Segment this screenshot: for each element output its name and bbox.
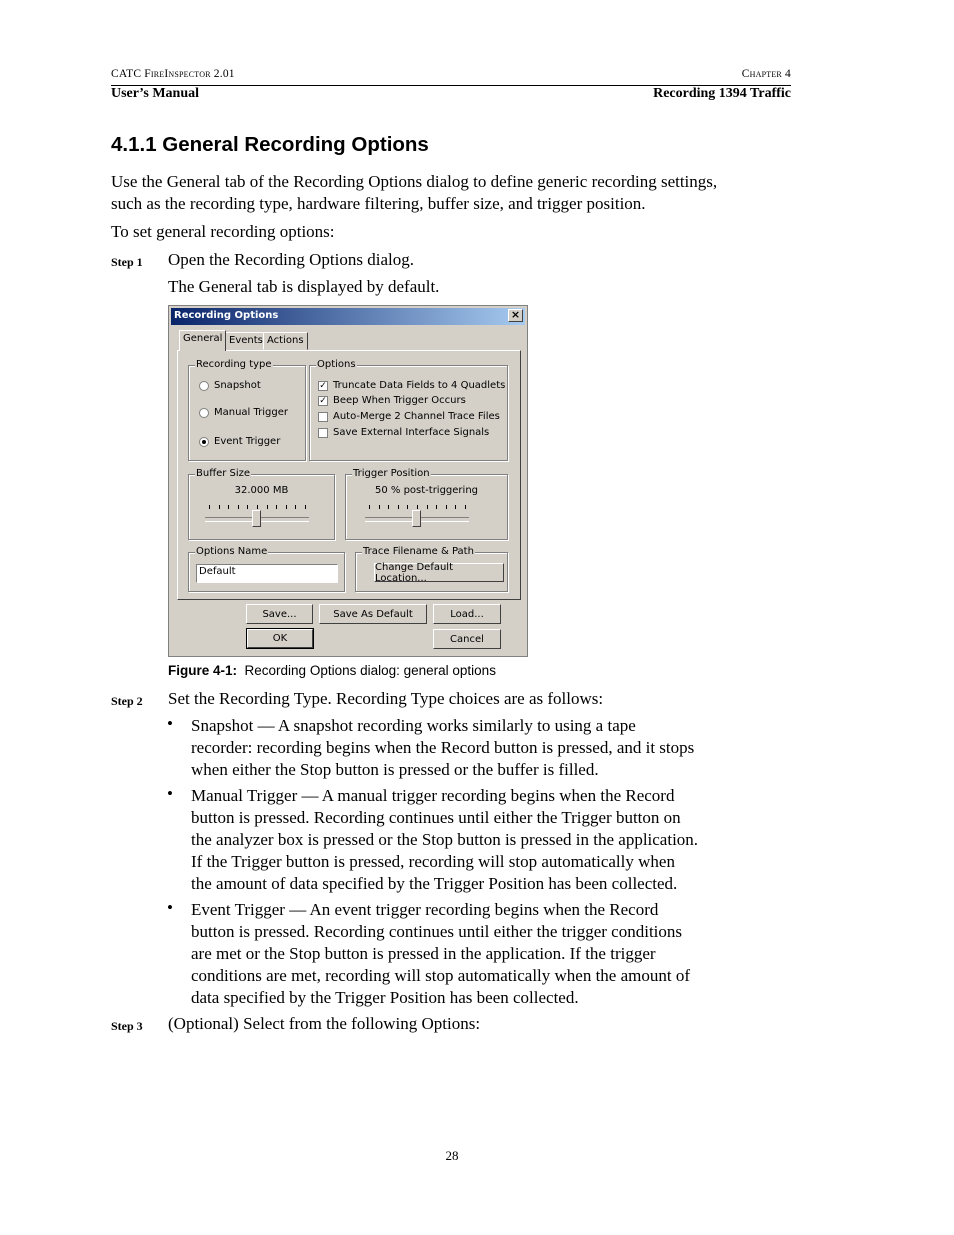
cancel-button[interactable]: Cancel bbox=[433, 629, 501, 649]
check-beep[interactable] bbox=[318, 395, 466, 406]
options-name-group bbox=[188, 546, 345, 592]
check-label: Save External Interface Signals bbox=[333, 427, 490, 438]
check-save-external[interactable] bbox=[318, 427, 489, 438]
trigger-position-group bbox=[345, 468, 508, 540]
checkbox-icon[interactable] bbox=[318, 412, 328, 422]
bullet-icon: • bbox=[167, 784, 173, 803]
trigger-slider-thumb[interactable] bbox=[412, 510, 421, 527]
header-chapter: Chapter 4 bbox=[741, 68, 791, 80]
trigger-position-label: Trigger Position bbox=[353, 468, 430, 479]
recording-type-label: Recording type bbox=[196, 359, 272, 370]
checkbox-checked-icon[interactable]: ✓ bbox=[319, 395, 327, 406]
check-label: Truncate Data Fields to 4 Quadlets bbox=[333, 380, 506, 391]
bullet-line: the amount of data specified by the Trigger Position has been collected. bbox=[191, 874, 678, 893]
dialog-title: Recording Options bbox=[174, 310, 279, 321]
bullet-line: data specified by the Trigger Position has been collected. bbox=[191, 988, 579, 1007]
bullet-line: the analyzer box is pressed or the Stop button is pressed in the application. bbox=[191, 830, 699, 849]
figure-caption-text: Recording Options dialog: general options bbox=[244, 663, 496, 678]
recording-type-group bbox=[188, 359, 306, 461]
step3-text: (Optional) Select from the following Options: bbox=[168, 1014, 481, 1033]
radio-snapshot[interactable] bbox=[199, 380, 261, 391]
bullet-line: conditions are met, recording will stop automatically when the amount of bbox=[191, 966, 691, 985]
step1-text: Open the Recording Options dialog. bbox=[168, 250, 414, 269]
radio-selected-icon[interactable] bbox=[199, 437, 209, 447]
bullet-manual-trigger bbox=[191, 785, 751, 895]
options-name-input[interactable]: Default bbox=[196, 564, 338, 583]
bullet-snapshot bbox=[191, 715, 751, 781]
step2-text: Set the Recording Type. Recording Type choices are as follows: bbox=[168, 689, 604, 708]
trigger-ticks bbox=[369, 505, 465, 509]
check-label: Auto-Merge 2 Channel Trace Files bbox=[333, 411, 500, 422]
step2-label: Step 2 bbox=[111, 694, 143, 708]
options-label: Options bbox=[317, 359, 356, 370]
figure-caption bbox=[168, 663, 496, 678]
bullet-line: button is pressed. Recording continues until either the trigger conditions bbox=[191, 922, 683, 941]
bullet-line: button is pressed. Recording continues until either the Trigger button on bbox=[191, 808, 681, 827]
step1-label: Step 1 bbox=[111, 255, 143, 269]
buffer-size-label: Buffer Size bbox=[196, 468, 251, 479]
step1-sub: The General tab is displayed by default. bbox=[168, 277, 440, 296]
save-button[interactable]: Save... bbox=[246, 604, 313, 624]
checkbox-checked-icon[interactable]: ✓ bbox=[319, 380, 327, 391]
recording-options-dialog bbox=[168, 305, 528, 657]
bullet-line: when either the Stop button is pressed or the buffer is filled. bbox=[191, 760, 599, 779]
close-icon[interactable]: × bbox=[508, 309, 523, 322]
ok-button[interactable]: OK bbox=[247, 629, 313, 648]
radio-event-trigger[interactable] bbox=[199, 436, 280, 447]
radio-label: Event Trigger bbox=[214, 436, 281, 447]
tab-events[interactable]: Events bbox=[225, 332, 267, 350]
trace-filename-label: Trace Filename & Path bbox=[363, 546, 474, 557]
trigger-position-value: 50 % post-triggering bbox=[374, 485, 479, 496]
bullet-line: If the Trigger button is pressed, recording will stop automatically when bbox=[191, 852, 675, 871]
dialog-titlebar bbox=[171, 308, 525, 325]
header-manual: User’s Manual bbox=[111, 86, 200, 101]
step3-label: Step 3 bbox=[111, 1019, 143, 1033]
general-tab-panel bbox=[177, 350, 521, 600]
bullet-icon: • bbox=[167, 714, 173, 733]
radio-icon[interactable] bbox=[199, 408, 209, 418]
buffer-slider-thumb[interactable] bbox=[252, 510, 261, 527]
check-auto-merge[interactable] bbox=[318, 411, 500, 422]
check-truncate[interactable] bbox=[318, 380, 505, 391]
tab-actions[interactable]: Actions bbox=[263, 332, 308, 350]
intro-line-2: such as the recording type, hardware filtering, buffer size, and trigger position. bbox=[111, 194, 646, 213]
radio-icon[interactable] bbox=[199, 381, 209, 391]
section-heading: 4.1.1 General Recording Options bbox=[111, 133, 429, 156]
radio-label: Manual Trigger bbox=[214, 407, 289, 418]
checkbox-icon[interactable] bbox=[318, 428, 328, 438]
buffer-ticks bbox=[209, 505, 305, 509]
save-as-default-button[interactable]: Save As Default bbox=[319, 604, 427, 624]
bullet-line: Event Trigger — An event trigger recording begins when the Record bbox=[191, 900, 659, 919]
bullet-line: Manual Trigger — A manual trigger recording begins when the Record bbox=[191, 786, 675, 805]
header-section-title: Recording 1394 Traffic bbox=[653, 86, 791, 101]
tab-general[interactable]: General bbox=[179, 330, 226, 351]
bullet-line: recorder: recording begins when the Record button is pressed, and it stops bbox=[191, 738, 695, 757]
options-group bbox=[309, 359, 508, 461]
page-number: 28 bbox=[445, 1148, 459, 1163]
change-default-location-button[interactable]: Change Default Location... bbox=[374, 563, 504, 582]
intro-line-1: Use the General tab of the Recording Options dialog to define generic recording settings, bbox=[111, 172, 718, 191]
radio-manual-trigger[interactable] bbox=[199, 407, 288, 418]
options-name-label: Options Name bbox=[196, 546, 268, 557]
to-set-text: To set general recording options: bbox=[111, 222, 335, 241]
bullet-line: Snapshot — A snapshot recording works similarly to using a tape bbox=[191, 716, 636, 735]
check-label: Beep When Trigger Occurs bbox=[333, 395, 466, 406]
buffer-size-group bbox=[188, 468, 335, 540]
figure-label: Figure 4-1: bbox=[168, 663, 238, 678]
header-product: CATC FireInspector 2.01 bbox=[111, 68, 235, 80]
trace-filename-group bbox=[355, 546, 508, 592]
radio-label: Snapshot bbox=[214, 380, 261, 391]
bullet-event-trigger bbox=[191, 899, 751, 1009]
bullet-icon: • bbox=[167, 898, 173, 917]
bullet-line: are met or the Stop button is pressed in the application. If the trigger bbox=[191, 944, 656, 963]
buffer-size-value: 32.000 MB bbox=[234, 485, 289, 496]
load-button[interactable]: Load... bbox=[433, 604, 501, 624]
